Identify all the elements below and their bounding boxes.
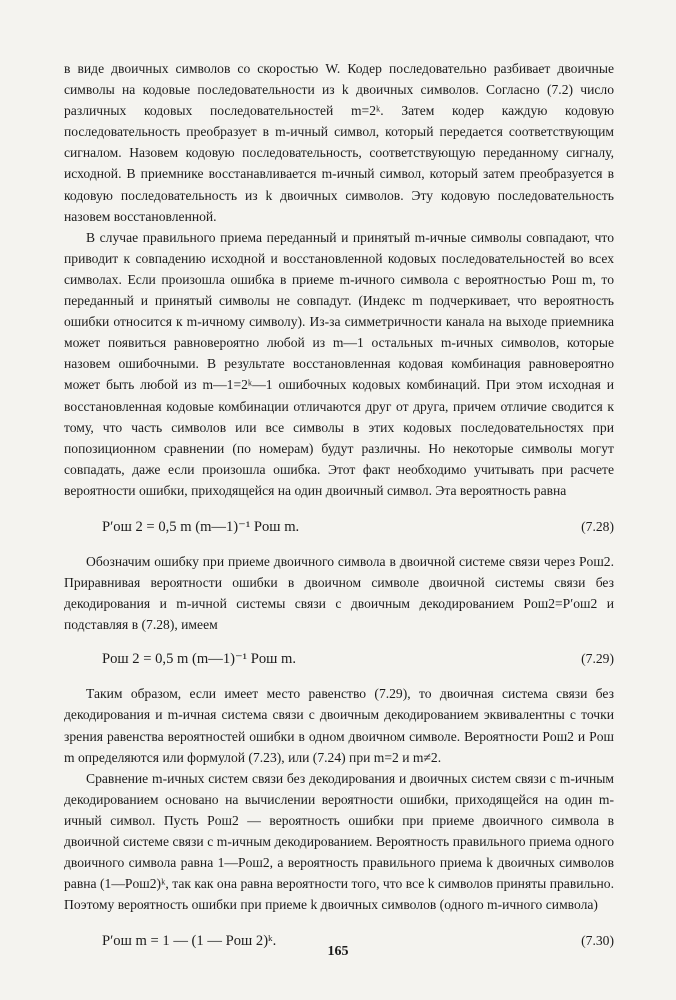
- formula-7-30-expression: P′ош m = 1 — (1 — Pош 2)ᵏ.: [102, 932, 277, 949]
- formula-7-29: [64, 639, 614, 679]
- formula-7-30-number: (7.30): [581, 933, 614, 949]
- formula-7-29-expression: Pош 2 = 0,5 m (m—1)⁻¹ Pош m.: [102, 651, 297, 668]
- paragraph-2: В случае правильного приема переданный и принятый m-ичные символы совпадают, что приводит к совпадению исходной и восстановленной кодовых последовательностей во всех символах. Если произошла ошибка в приеме m-ичного символа с вероятностью Pош m, то переданный и принятый символы не совпадут. (Индекс m подчеркивает, что вероятность ошибки относится к m-ичному символу). Из-за симметричности канала на выходе приемника может появиться равновероятно любой из m—1 остальных m-ичных символов, которые назовем ошибочными. В результате восстановленная кодовая комбинация равновероятно может быть любой из m—1=2ᵏ—1 ошибочных кодовых комбинаций. При этом исходная и восстановленная кодовые комбинации отличаются друг от друга, причем отличие сводится к тому, что часть символов или все символы в этих кодовых последовательностях при попозиционном сравнении (по номерам) будут различны. Но некоторые символы могут совпадать, даже если произошла ошибка. Этот факт необходимо учитывать при расчете вероятности ошибки, приходящейся на один двоичный символ. Эта вероятность равна: [64, 229, 614, 498]
- formula-7-28-expression: P′ош 2 = 0,5 m (m—1)⁻¹ Pош m.: [102, 518, 300, 535]
- formula-7-28: [64, 507, 614, 547]
- paragraph-5: Сравнение m-ичных систем связи без декодирования и двоичных систем связи с m-ичным декодированием основано на вычислении вероятности ошибки, приходящейся на один m-ичный символ. Пусть Pош2 — вероятность ошибки при приеме двоичного символа в двоичной системе связи с m-ичным декодированием. Вероятность правильного приема одного двоичного символа равна 1—Pош2, а вероятность правильного приема k двоичных символов равна (1—Pош2)ᵏ, так как она равна вероятности того, что все k символов приняты правильно. Поэтому вероятность ошибки при приеме k двоичных символов (одного m-ичного символа): [64, 770, 614, 913]
- paragraph-1: в виде двоичных символов со скоростью W. Кодер последовательно разбивает двоичные символы на кодовые последовательности из k двоичных символов. Согласно (7.2) число различных кодовых последовательностей m=2ᵏ. Затем кодер каждую кодовую последовательность преобразует в m-ичный символ, который передается соответствующим сигналом. Назовем кодовую последовательность, соответствующую переданному сигналу, исходной. В приемнике восстанавливается m-ичный символ, который затем преобразуется в кодовую последовательность из k двоичных символов. Эту кодовую последовательность назовем восстановленной.: [64, 61, 614, 224]
- formula-7-28-number: (7.28): [581, 518, 614, 534]
- page-number: 165: [327, 944, 349, 959]
- paragraph-3: Обозначим ошибку при приеме двоичного символа в двоичной системе связи через Pош2. Приравнивая вероятности ошибки в двоичном символе двоичной системы связи без декодирования и m-ичной системы связи с двоичным декодированием Pош2=P′ош2 и подставляя в (7.28), имеем: [64, 553, 614, 633]
- formula-7-29-number: (7.29): [581, 651, 614, 667]
- paragraph-4: Таким образом, если имеет место равенство (7.29), то двоичная система связи без декодирования и m-ичная система связи с двоичным декодированием эквивалентны с точки зрения равенства вероятностей ошибки в одном двоичном символе. Вероятности Pош2 и Pош m определяются или формулой (7.23), или (7.24) при m=2 и m≠2.: [64, 686, 614, 765]
